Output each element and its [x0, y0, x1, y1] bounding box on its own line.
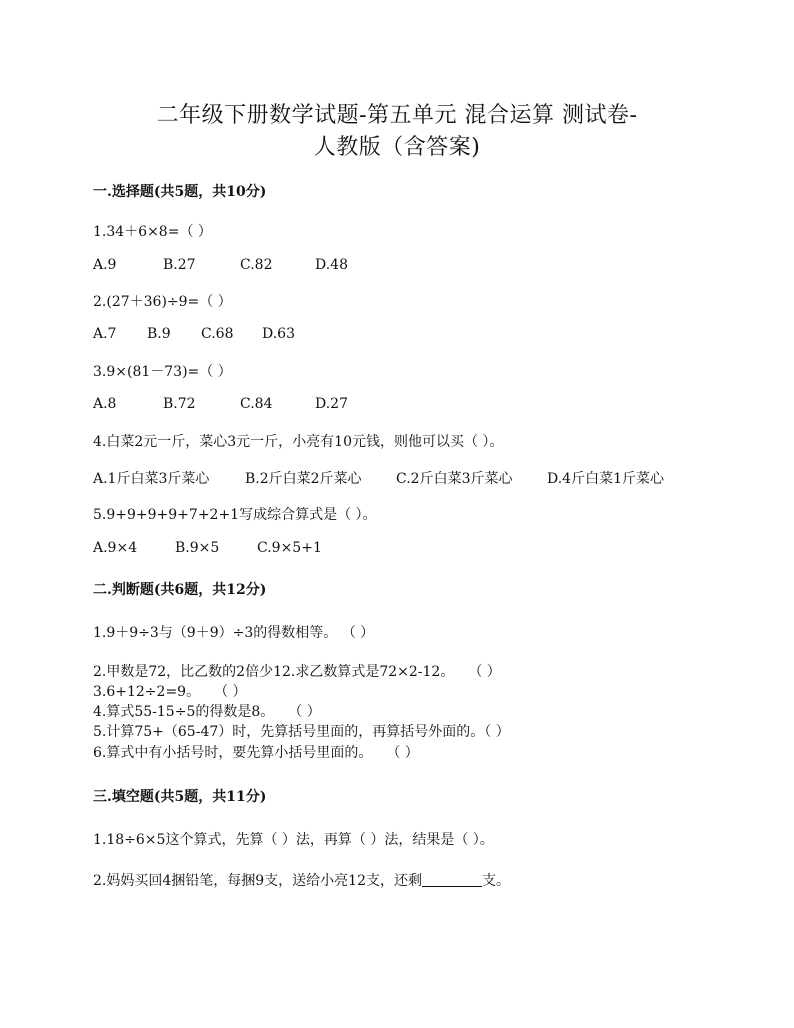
fill-question-1: 1.18÷6×5这个算式，先算（ ）法，再算（ ）法，结果是（ ）。	[93, 832, 494, 848]
option-b: B.9	[147, 326, 171, 342]
judge-item-2: 2.甲数是72，比乙数的2倍少12.求乙数算式是72×2-12。 （ ）	[93, 664, 501, 680]
option-a: A.1斤白菜3斤菜心	[93, 471, 210, 487]
option-b: B.2斤白菜2斤菜心	[245, 471, 362, 487]
section-heading-judge: 二.判断题(共6题，共12分)	[93, 582, 267, 598]
option-c: C.9×5+1	[257, 540, 322, 556]
option-d: D.4斤白菜1斤菜心	[547, 471, 664, 487]
question-1-options	[93, 257, 348, 273]
page-title-line1: 二年级下册数学试题-第五单元 混合运算 测试卷-	[156, 103, 638, 128]
judge-item-5: 5.计算75+（65-47）时，先算括号里面的，再算括号外面的。（ ）	[93, 724, 510, 740]
option-a: A.9	[93, 257, 117, 273]
option-d: D.27	[315, 396, 348, 412]
fill-question-2-text: 2.妈妈买回4捆铅笔，每捆9支，送给小亮12支，还剩	[93, 873, 422, 889]
fill-question-2	[93, 870, 510, 890]
question-3-options	[93, 396, 348, 412]
option-a: A.7	[93, 326, 117, 342]
question-4-options	[93, 468, 664, 488]
answer-blank[interactable]	[422, 872, 482, 887]
option-c: C.82	[240, 257, 273, 273]
judge-item-3: 3.6+12÷2=9。 （ ）	[93, 684, 247, 700]
section-heading-choice: 一.选择题(共5题，共10分)	[93, 184, 267, 200]
question-2-options	[93, 326, 295, 342]
question-1: 1.34＋6×8=（ ）	[93, 224, 212, 240]
fill-question-2-unit: 支。	[482, 873, 510, 889]
option-d: D.63	[262, 326, 295, 342]
option-c: C.84	[240, 396, 273, 412]
judge-item-6: 6.算式中有小括号时，要先算小括号里面的。 （ ）	[93, 745, 419, 761]
option-b: B.72	[163, 396, 196, 412]
judge-item-1: 1.9＋9÷3与（9＋9）÷3的得数相等。 （ ）	[93, 625, 375, 641]
option-c: C.2斤白菜3斤菜心	[396, 471, 513, 487]
question-5-options	[93, 540, 322, 556]
option-b: B.9×5	[175, 540, 220, 556]
question-2: 2.(27＋36)÷9=（ ）	[93, 294, 232, 310]
option-d: D.48	[315, 257, 348, 273]
page-title-line2: 人教版（含答案)	[313, 135, 481, 160]
question-3: 3.9×(81－73)=（ ）	[93, 364, 232, 380]
option-a: A.8	[93, 396, 117, 412]
option-b: B.27	[163, 257, 196, 273]
question-4: 4.白菜2元一斤，菜心3元一斤，小亮有10元钱，则他可以买（ ）。	[93, 434, 504, 450]
option-c: C.68	[201, 326, 234, 342]
judge-item-4: 4.算式55-15÷5的得数是8。 （ ）	[93, 704, 321, 720]
option-a: A.9×4	[93, 540, 138, 556]
question-5: 5.9+9+9+9+7+2+1写成综合算式是（ ）。	[93, 507, 377, 523]
section-heading-fill: 三.填空题(共5题，共11分)	[93, 789, 267, 805]
